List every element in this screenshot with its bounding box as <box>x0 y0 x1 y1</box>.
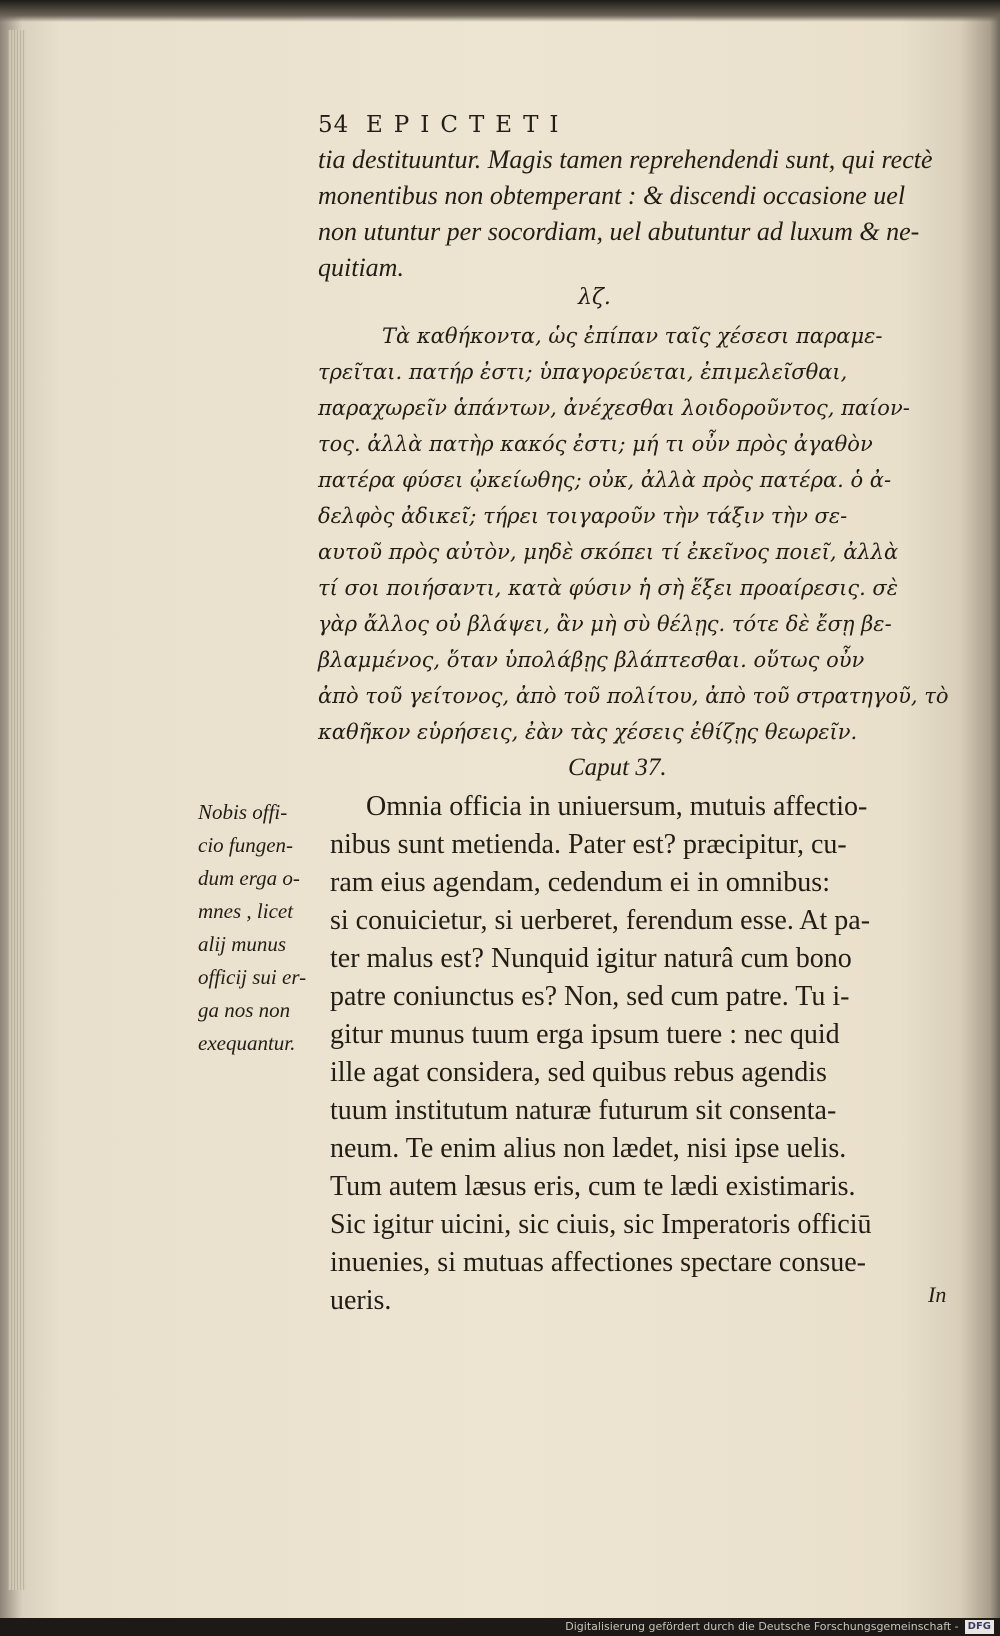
marginal-note-line: officij sui er- <box>198 965 307 989</box>
latin-main-line: Tum autem læsus eris, cum te lædi existimaris. <box>330 1171 856 1202</box>
marginal-note-line: cio fungen- <box>198 833 294 857</box>
latin-main-line: si conuicietur, si uerberet, ferendum esse. At pa- <box>330 905 871 936</box>
latin-main-line: ter malus est? Nunquid igitur naturâ cum bono <box>330 943 852 974</box>
latin-top-line: quitiam. <box>318 253 404 282</box>
caput-heading: Caput 37. <box>568 754 667 781</box>
marginal-note-line: exequantur. <box>198 1031 296 1055</box>
latin-main-line: patre coniunctus es? Non, sed cum patre. Tu i- <box>330 981 850 1012</box>
greek-line: αυτοῦ πρὸς αὐτὸν, μηδὲ σκόπει τί ἐκεῖνος ποιεῖ, ἀλλὰ <box>318 540 899 564</box>
catchword: In <box>928 1282 947 1307</box>
greek-line: παραχωρεῖν ἁπάντων, ἀνέχεσθαι λοιδοροῦντος, παίον- <box>318 396 910 420</box>
greek-line: τρεῖται. πατήρ ἐστι; ὑπαγορεύεται, ἐπιμελεῖσθαι, <box>318 360 848 384</box>
running-head <box>318 112 570 138</box>
greek-line: ἀπὸ τοῦ γείτονος, ἀπὸ τοῦ πολίτου, ἀπὸ τοῦ στρατηγοῦ, τὸ <box>318 684 949 708</box>
greek-line: γὰρ ἄλλος οὐ βλάψει, ἂν μὴ σὺ θέλῃς. τότε δὲ ἔσῃ βε- <box>318 612 892 636</box>
latin-main-line: ille agat considera, sed quibus rebus agendis <box>330 1057 827 1088</box>
latin-main-line: gitur munus tuum erga ipsum tuere : nec quid <box>330 1019 840 1050</box>
greek-line: τος. ἀλλὰ πατὴρ κακός ἐστι; μή τι οὖν πρὸς ἀγαθὸν <box>318 432 873 456</box>
marginal-note-line: Nobis offi- <box>198 800 288 824</box>
latin-main-line: nibus sunt metienda. Pater est? præcipitur, cu- <box>330 829 847 860</box>
marginal-note-line: dum erga o- <box>198 866 300 890</box>
latin-main-line: ram eius agendam, cedendum ei in omnibus: <box>330 867 830 898</box>
top-shadow <box>0 0 1000 22</box>
greek-line: πατέρα φύσει ᾠκείωθης; οὐκ, ἀλλὰ πρὸς πατέρα. ὁ ἀ- <box>318 468 892 492</box>
dfg-logo: DFG <box>965 1620 994 1634</box>
running-title: EPICTETI <box>366 112 570 138</box>
latin-top-line: tia destituuntur. Magis tamen reprehendendi sunt, qui rectè <box>318 145 933 174</box>
greek-line: δελφὸς ἀδικεῖ; τήρει τοιγαροῦν τὴν τάξιν τὴν σε- <box>318 504 848 528</box>
latin-top-line: non utuntur per socordiam, uel abutuntur ad luxum & ne- <box>318 217 920 246</box>
marginal-note-line: ga nos non <box>198 998 291 1022</box>
latin-top-line: monentibus non obtemperant : & discendi occasione uel <box>318 181 906 210</box>
marginal-note-line: alij munus <box>198 932 287 956</box>
greek-line: τί σοι ποιήσαντι, κατὰ φύσιν ἡ σὴ ἕξει προαίρεσις. σὲ <box>318 576 899 600</box>
page-number: 54 <box>318 112 350 138</box>
marginal-note-line: mnes , licet <box>198 899 294 923</box>
latin-main-line: inuenies, si mutuas affectiones spectare consue- <box>330 1247 866 1278</box>
greek-line: καθῆκον εὑρήσεις, ἐὰν τὰς χέσεις ἐθίζῃς θεωρεῖν. <box>318 720 858 744</box>
latin-main-line: Sic igitur uicini, sic ciuis, sic Imperatoris officiū <box>330 1209 872 1240</box>
latin-main-line: Omnia officia in uniuersum, mutuis affectio- <box>366 791 868 822</box>
latin-main-line: ueris. <box>330 1285 392 1316</box>
page-edges <box>8 30 26 1590</box>
funding-credit: Digitalisierung gefördert durch die Deutsche Forschungsgemeinschaft - <box>565 1620 959 1633</box>
greek-chapter-number: λζ. <box>578 285 611 310</box>
greek-line: Τὰ καθήκοντα, ὡς ἐπίπαν ταῖς χέσεσι παραμε- <box>382 324 883 348</box>
greek-line: βλαμμένος, ὅταν ὑπολάβῃς βλάπτεσθαι. οὕτως οὖν <box>318 648 865 672</box>
digitization-footer <box>0 1618 1000 1636</box>
latin-main-line: tuum institutum naturæ futurum sit consenta- <box>330 1095 837 1126</box>
latin-main-line: neum. Te enim alius non lædet, nisi ipse uelis. <box>330 1133 847 1164</box>
